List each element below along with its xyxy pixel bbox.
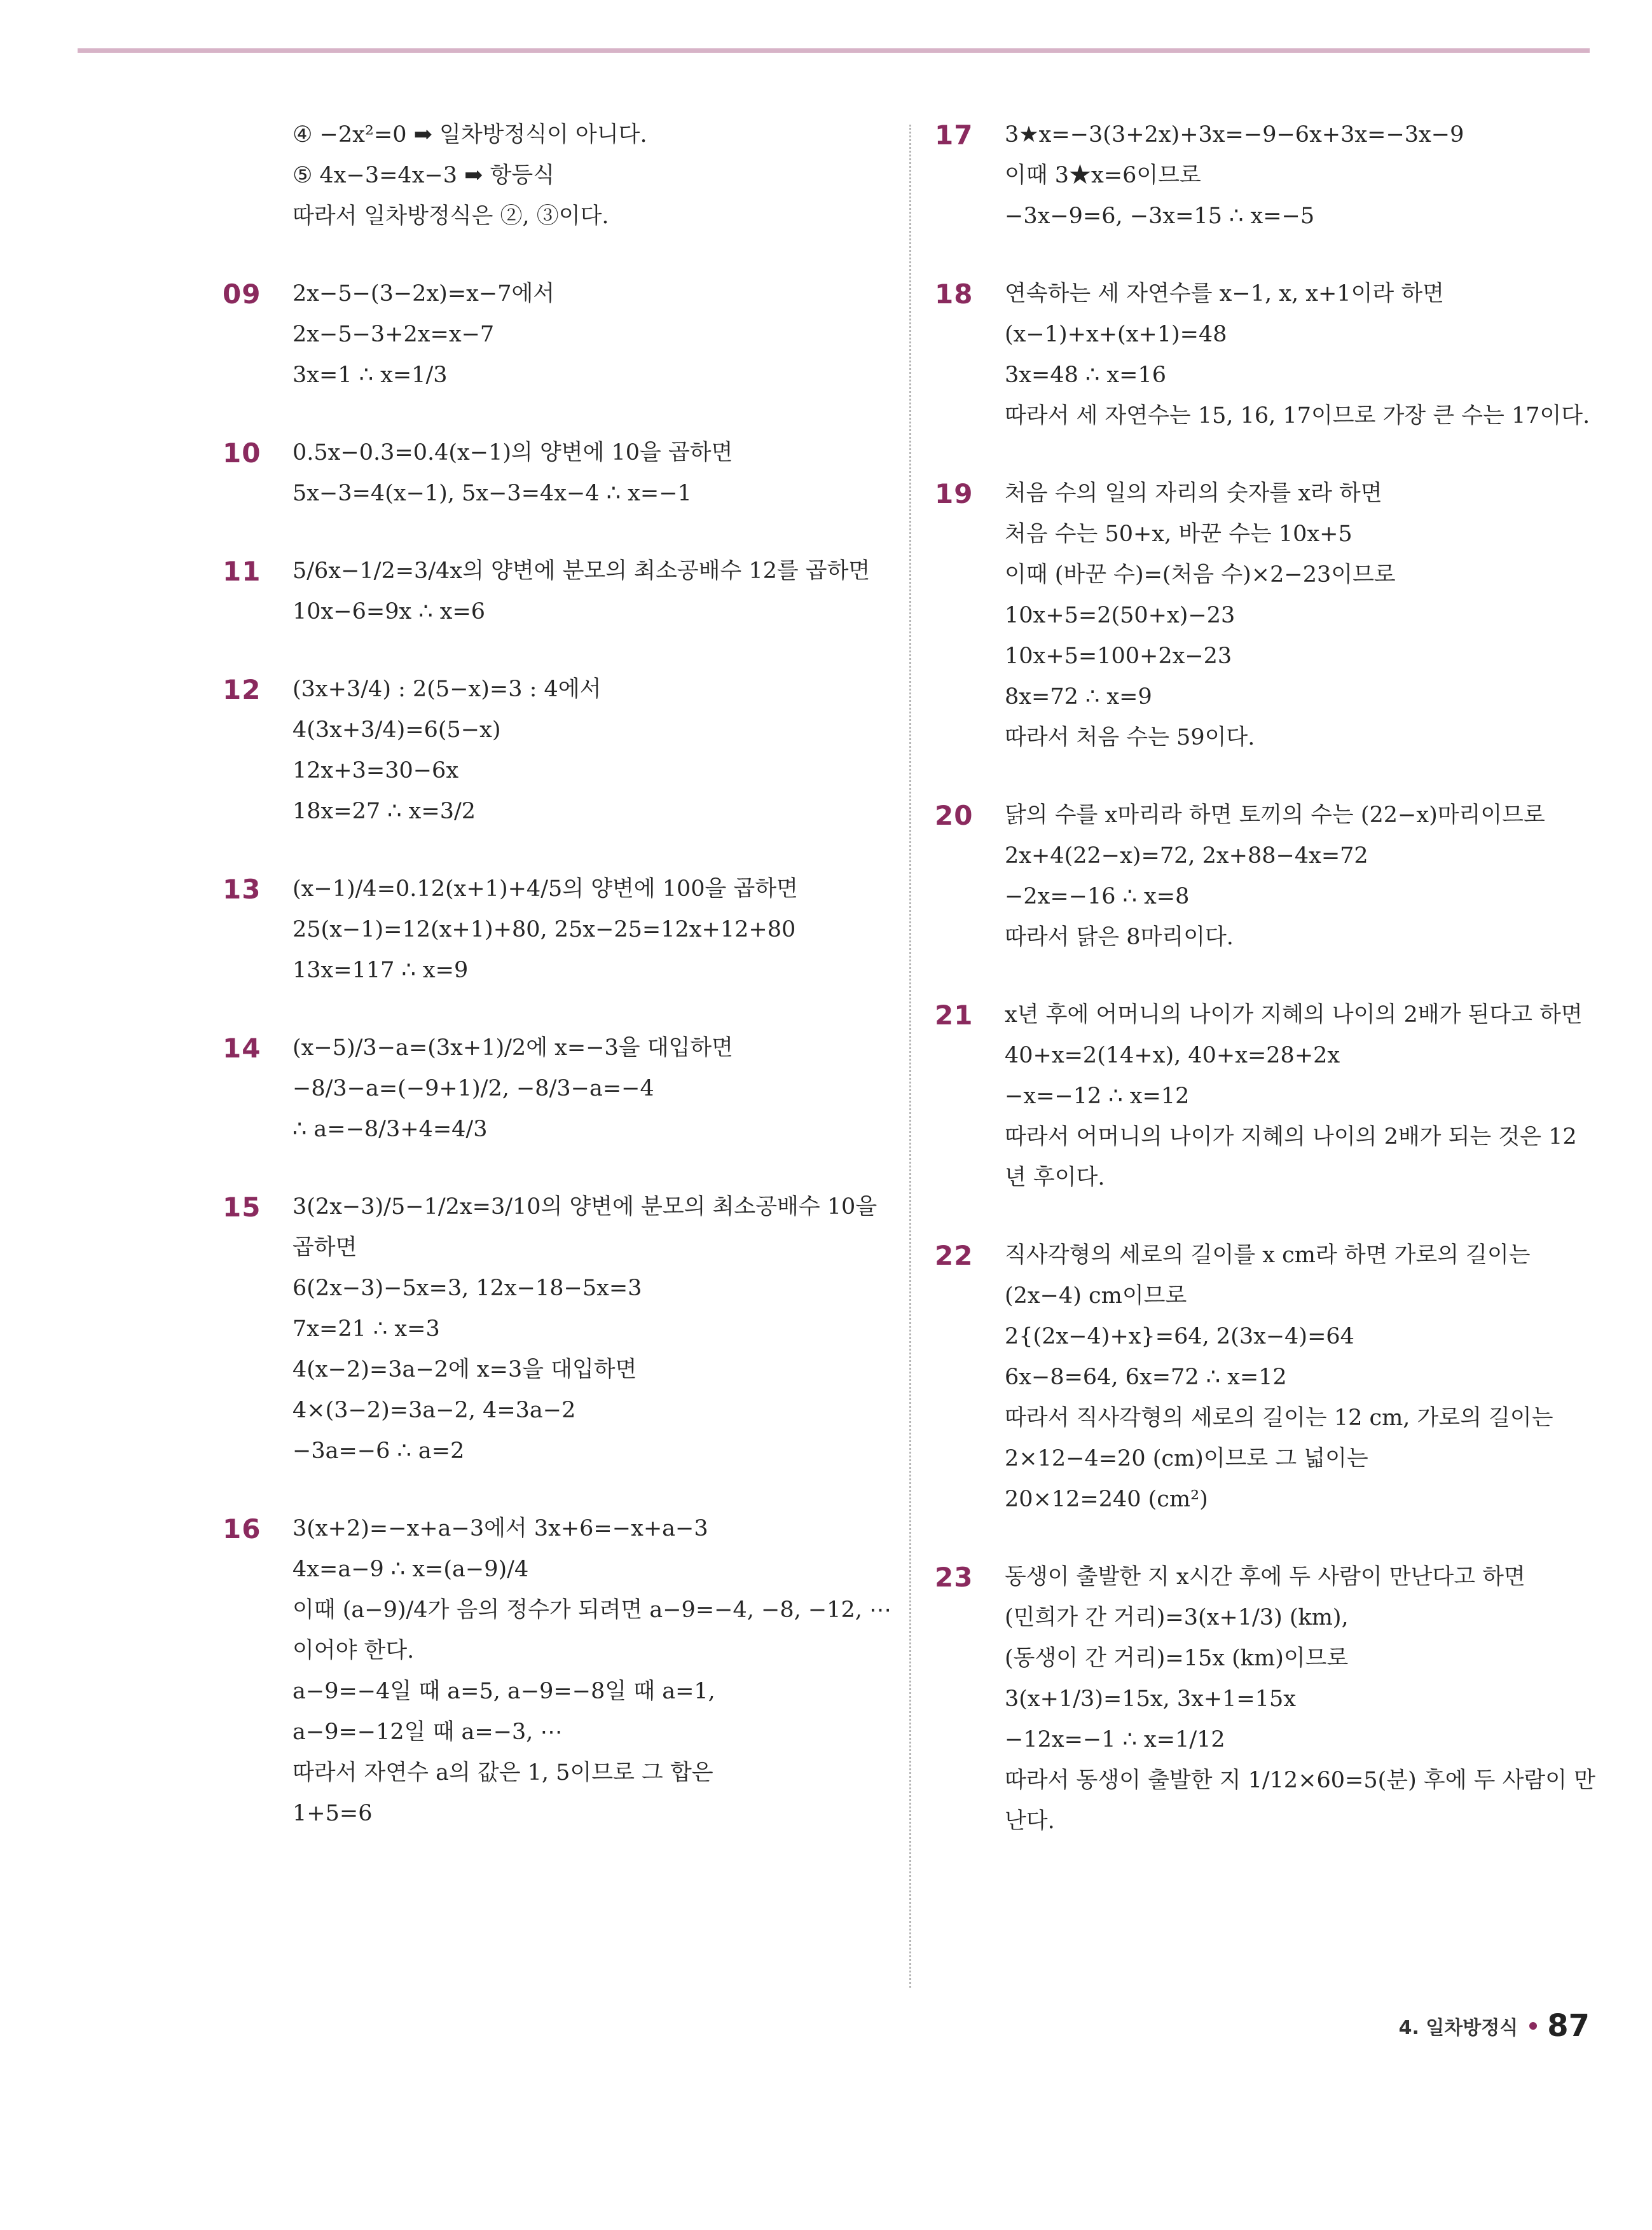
solution-block [935,1235,1596,1520]
solution-line: 20×12=240 (cm²) [1005,1487,1208,1512]
solution-line: 3(x+1/3)=15x, 3x+1=15x [1005,1686,1297,1712]
problem-number: 15 [223,1192,261,1223]
solution-line: 처음 수의 일의 자리의 숫자를 x라 하면 [1005,481,1382,506]
solution-line: 1+5=6 [293,1801,373,1826]
solution-line: 2x−5−3+2x=x−7 [293,322,495,347]
solution-line: x년 후에 어머니의 나이가 지혜의 나이의 2배가 된다고 하면 [1005,1002,1583,1028]
solution-line: 2{(2x−4)+x}=64, 2(3x−4)=64 [1005,1324,1354,1349]
solution-line: 4(x−2)=3a−2에 x=3을 대입하면 [293,1357,637,1382]
problem-number: 21 [935,1000,974,1031]
solution-line: 6x−8=64, 6x=72 ∴ x=12 [1005,1365,1287,1390]
solution-line: 4×(3−2)=3a−2, 4=3a−2 [293,1398,576,1423]
problem-number: 16 [223,1513,261,1545]
solution-block [935,114,1596,237]
solution-line: 따라서 처음 수는 59이다. [1005,725,1255,750]
problem-number: 12 [223,674,261,705]
solution-line: 13x=117 ∴ x=9 [293,958,469,983]
problem-number: 11 [223,556,261,587]
solution-line: −3x−9=6, −3x=15 ∴ x=−5 [1005,203,1315,229]
column-divider [909,125,911,1988]
solution-line: 이때 (a−9)/4가 음의 정수가 되려면 a−9=−4, −8, −12, ⋯ [293,1597,891,1623]
problem-number: 23 [935,1562,974,1593]
solution-line: 연속하는 세 자연수를 x−1, x, x+1이라 하면 [1005,281,1444,306]
solution-line: 따라서 일차방정식은 ②, ③이다. [293,203,609,229]
solution-line: (x−1)+x+(x+1)=48 [1005,322,1227,347]
solution-line: 3x=1 ∴ x=1/3 [293,362,448,388]
solution-line: 따라서 동생이 출발한 지 1/12×60=5(분) 후에 두 사람이 만 [1005,1768,1595,1793]
solution-line: 10x+5=100+2x−23 [1005,644,1232,669]
solution-line: 년 후이다. [1005,1165,1105,1190]
solution-line: 따라서 세 자연수는 15, 16, 17이므로 가장 큰 수는 17이다. [1005,403,1590,429]
solution-line: 곱하면 [293,1235,357,1260]
solution-line: 6(2x−3)−5x=3, 12x−18−5x=3 [293,1276,642,1301]
left-column [223,114,890,1871]
solution-line: −2x=−16 ∴ x=8 [1005,884,1190,909]
problem-number: 13 [223,874,261,905]
solution-block [223,114,890,237]
problem-number: 18 [935,279,974,310]
solution-line: 5/6x−1/2=3/4x의 양변에 분모의 최소공배수 12를 곱하면 [293,558,871,584]
solution-block [223,1187,890,1471]
solution-line: 직사각형의 세로의 길이를 x cm라 하면 가로의 길이는 [1005,1242,1531,1268]
solution-line: 8x=72 ∴ x=9 [1005,684,1152,710]
solution-line: a−9=−4일 때 a=5, a−9=−8일 때 a=1, [293,1679,715,1704]
solution-line: 4x=a−9 ∴ x=(a−9)/4 [293,1557,529,1582]
solution-line: 이때 3★x=6이므로 [1005,163,1201,188]
solution-line: (동생이 간 거리)=15x (km)이므로 [1005,1646,1349,1671]
solution-line: 따라서 닭은 8마리이다. [1005,925,1234,950]
page-footer [1399,2008,1590,2044]
solution-block [223,869,890,991]
solution-block [935,795,1596,958]
solution-line: 3x=48 ∴ x=16 [1005,362,1166,388]
solution-line: 18x=27 ∴ x=3/2 [293,799,476,824]
solution-line: ∴ a=−8/3+4=4/3 [293,1117,488,1142]
solution-block [223,1508,890,1834]
solution-line: 2x+4(22−x)=72, 2x+88−4x=72 [1005,843,1368,869]
solution-line: (x−5)/3−a=(3x+1)/2에 x=−3을 대입하면 [293,1035,733,1061]
bullet-icon [1529,2022,1537,2030]
solution-line: −x=−12 ∴ x=12 [1005,1084,1190,1109]
solution-line: a−9=−12일 때 a=−3, ⋯ [293,1719,563,1745]
problem-number: 10 [223,437,261,469]
solution-line: 동생이 출발한 지 x시간 후에 두 사람이 만난다고 하면 [1005,1564,1525,1590]
solution-line: 5x−3=4(x−1), 5x−3=4x−4 ∴ x=−1 [293,481,692,506]
solution-line: 따라서 어머니의 나이가 지혜의 나이의 2배가 되는 것은 12 [1005,1124,1577,1150]
solution-block [935,473,1596,758]
solution-line: 25(x−1)=12(x+1)+80, 25x−25=12x+12+80 [293,917,796,942]
solution-line: 12x+3=30−6x [293,758,459,783]
solution-line: 40+x=2(14+x), 40+x=28+2x [1005,1043,1340,1068]
solution-line: 3(x+2)=−x+a−3에서 3x+6=−x+a−3 [293,1516,708,1541]
solution-line: 닭의 수를 x마리라 하면 토끼의 수는 (22−x)마리이므로 [1005,802,1545,828]
solution-line: 7x=21 ∴ x=3 [293,1316,440,1342]
solution-line: 따라서 자연수 a의 값은 1, 5이므로 그 합은 [293,1760,713,1786]
solution-line: ⑤ 4x−3=4x−3 ➡ 항등식 [293,163,555,188]
solution-line: (민희가 간 거리)=3(x+1/3) (km), [1005,1605,1349,1630]
solution-line: (3x+3/4) : 2(5−x)=3 : 4에서 [293,677,602,702]
solution-line: 이어야 한다. [293,1638,415,1663]
solution-line: 3(2x−3)/5−1/2x=3/10의 양변에 분모의 최소공배수 10을 [293,1194,878,1220]
problem-number: 19 [935,478,974,509]
problem-number: 09 [223,279,261,310]
solution-line: 10x+5=2(50+x)−23 [1005,603,1236,628]
solution-line: ④ −2x²=0 ➡ 일차방정식이 아니다. [293,122,647,148]
solution-line: −8/3−a=(−9+1)/2, −8/3−a=−4 [293,1076,654,1101]
solution-line: 이때 (바꾼 수)=(처음 수)×2−23이므로 [1005,562,1396,588]
solution-line: −12x=−1 ∴ x=1/12 [1005,1727,1225,1752]
solution-block [935,995,1596,1198]
top-rule [78,48,1590,53]
solution-block [935,273,1596,436]
solution-block [223,1028,890,1150]
problem-number: 20 [935,800,974,831]
problem-number: 22 [935,1240,974,1271]
solution-line: 2×12−4=20 (cm)이므로 그 넓이는 [1005,1446,1368,1471]
solution-block [223,273,890,396]
page-number: 87 [1547,2008,1590,2044]
solution-line: 처음 수는 50+x, 바꾼 수는 10x+5 [1005,521,1353,547]
solution-block [935,1557,1596,1841]
solution-line: 2x−5−(3−2x)=x−7에서 [293,281,555,306]
solution-line: 10x−6=9x ∴ x=6 [293,599,486,624]
solution-line: (2x−4) cm이므로 [1005,1283,1187,1309]
problem-number: 17 [935,120,974,151]
solution-line: (x−1)/4=0.12(x+1)+4/5의 양변에 100을 곱하면 [293,876,798,902]
solution-line: 4(3x+3/4)=6(5−x) [293,717,501,743]
solution-block [223,669,890,832]
chapter-title: 4. 일차방정식 [1398,2017,1518,2039]
solution-line: 3★x=−3(3+2x)+3x=−9−6x+3x=−3x−9 [1005,122,1464,148]
solution-line: 0.5x−0.3=0.4(x−1)의 양변에 10을 곱하면 [293,440,733,465]
problem-number: 14 [223,1033,261,1064]
solution-line: 따라서 직사각형의 세로의 길이는 12 cm, 가로의 길이는 [1005,1405,1553,1431]
right-column [935,114,1596,1878]
solution-line: −3a=−6 ∴ a=2 [293,1438,465,1464]
solution-line: 난다. [1005,1808,1055,1834]
solution-block [223,551,890,632]
solution-block [223,432,890,514]
